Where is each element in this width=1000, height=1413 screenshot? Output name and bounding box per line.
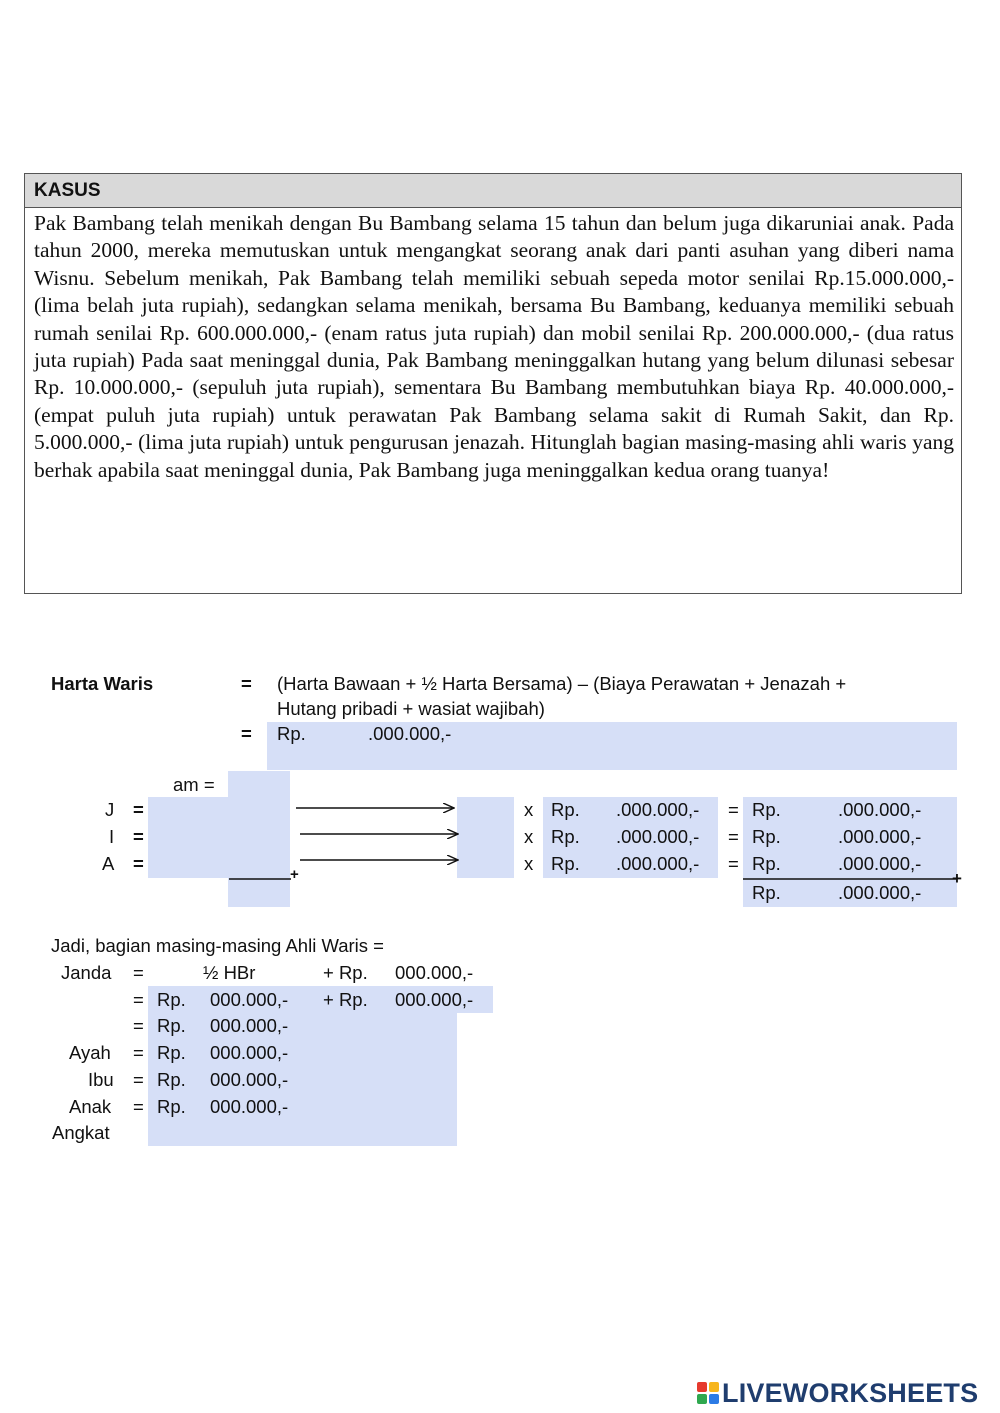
janda-line3-eq: = bbox=[133, 1015, 144, 1036]
row-eq-i: = bbox=[133, 826, 144, 847]
amount-j: .000.000,- bbox=[616, 799, 700, 820]
formula-line-1: (Harta Bawaan + ½ Harta Bersama) – (Biaya Perawatan + Jenazah + bbox=[277, 673, 847, 694]
result-rp: Rp. bbox=[277, 723, 306, 744]
product-amount-i: .000.000,- bbox=[838, 826, 922, 847]
row-label-j: J bbox=[105, 799, 115, 820]
ayah-rp: Rp. bbox=[157, 1042, 186, 1063]
eq2-a: = bbox=[728, 853, 739, 874]
am-label: am = bbox=[173, 774, 215, 795]
janda-label: Janda bbox=[61, 962, 112, 983]
sum-plus-right: + bbox=[952, 869, 962, 888]
rp-i: Rp. bbox=[551, 826, 580, 847]
rp-j: Rp. bbox=[551, 799, 580, 820]
janda-line2-eq: = bbox=[133, 989, 144, 1010]
janda-eq: = bbox=[133, 962, 144, 983]
sum-plus-left: + bbox=[290, 866, 299, 883]
result-suffix: .000.000,- bbox=[368, 723, 452, 744]
anak-eq: = bbox=[133, 1096, 144, 1117]
amount-a: .000.000,- bbox=[616, 853, 700, 874]
rp-a: Rp. bbox=[551, 853, 580, 874]
total-rp: Rp. bbox=[752, 882, 781, 903]
anak-rp: Rp. bbox=[157, 1096, 186, 1117]
ayah-eq: = bbox=[133, 1042, 144, 1063]
harta-waris-eq: = bbox=[241, 673, 252, 694]
multiply-i: x bbox=[524, 826, 534, 847]
eq2-i: = bbox=[728, 826, 739, 847]
brand-name: LIVEWORKSHEETS bbox=[722, 1377, 979, 1408]
anak-suffix: 000.000,- bbox=[210, 1096, 289, 1117]
product-rp-j: Rp. bbox=[752, 799, 781, 820]
janda-suffix: 000.000,- bbox=[395, 962, 474, 983]
product-rp-i: Rp. bbox=[752, 826, 781, 847]
janda-plus-rp: + Rp. bbox=[323, 962, 368, 983]
janda-line2-suffix: 000.000,- bbox=[210, 989, 289, 1010]
logo-mark-icon bbox=[697, 1382, 719, 1404]
ibu-eq: = bbox=[133, 1069, 144, 1090]
harta-waris-label: Harta Waris bbox=[51, 673, 154, 694]
case-text: Pak Bambang telah menikah dengan Bu Bambang selama 15 tahun dan belum juga dikaruniai anak. Pada tahun 2000, mereka memutuskan untuk mengangkat seorang anak dari panti asuhan yang diberi nama Wisnu. Sebelum menikah, Pak Bambang telah memiliki sebuah sepeda motor senilai Rp.15.000.000,- (lima belah juta rupiah), sedangkan selama menikah, bersama Bu Bambang, keduanya memiliki sebuah rumah senilai Rp. 600.000.000,- (enam ratus juta rupiah) dan mobil senilai Rp. 200.000.000,- (dua ratus juta rupiah) Pada saat meninggal dunia, Pak Bambang meninggalkan hutang yang belum dilunasi sebesar Rp. 10.000.000,- (sepuluh juta rupiah), sementara Bu Bambang membutuhkan biaya Rp. 40.000.000,- (empat puluh juta rupiah) untuk perawatan Pak Bambang selama sakit di Rumah Sakit, dan Rp. 5.000.000,- (lima juta rupiah) untuk pengurusan jenazah. Hitunglah bagian masing-masing ahli waris yang berhak apabila saat meninggal dunia, Pak Bambang juga meninggalkan kedua orang tuanya! bbox=[34, 211, 954, 482]
multiply-a: x bbox=[524, 853, 534, 874]
total-amount: .000.000,- bbox=[838, 882, 922, 903]
formula-line-2: Hutang pribadi + wasiat wajibah) bbox=[277, 698, 545, 719]
ibu-rp: Rp. bbox=[157, 1069, 186, 1090]
anak-label: Anak bbox=[69, 1096, 112, 1117]
result-eq: = bbox=[241, 723, 252, 744]
janda-line2-rp: Rp. bbox=[157, 989, 186, 1010]
janda-line2-suffix2: 000.000,- bbox=[395, 989, 474, 1010]
conclusion-heading: Jadi, bagian masing-masing Ahli Waris = bbox=[51, 935, 384, 956]
amount-i: .000.000,- bbox=[616, 826, 700, 847]
eq2-j: = bbox=[728, 799, 739, 820]
ayah-suffix: 000.000,- bbox=[210, 1042, 289, 1063]
janda-line3-suffix: 000.000,- bbox=[210, 1015, 289, 1036]
half-hbr: ½ HBr bbox=[203, 962, 256, 983]
row-label-a: A bbox=[102, 853, 115, 874]
ibu-label: Ibu bbox=[88, 1069, 114, 1090]
janda-line2-plus-rp: + Rp. bbox=[323, 989, 368, 1010]
product-amount-a: .000.000,- bbox=[838, 853, 922, 874]
product-amount-j: .000.000,- bbox=[838, 799, 922, 820]
product-rp-a: Rp. bbox=[752, 853, 781, 874]
ayah-label: Ayah bbox=[69, 1042, 111, 1063]
row-label-i: I bbox=[109, 826, 115, 847]
liveworksheets-logo bbox=[697, 1378, 978, 1408]
angkat-label: Angkat bbox=[52, 1122, 110, 1143]
multiply-j: x bbox=[524, 799, 534, 820]
case-title: KASUS bbox=[34, 180, 101, 201]
row-eq-a: = bbox=[133, 853, 144, 874]
row-eq-j: = bbox=[133, 799, 144, 820]
janda-line3-rp: Rp. bbox=[157, 1015, 186, 1036]
ibu-suffix: 000.000,- bbox=[210, 1069, 289, 1090]
